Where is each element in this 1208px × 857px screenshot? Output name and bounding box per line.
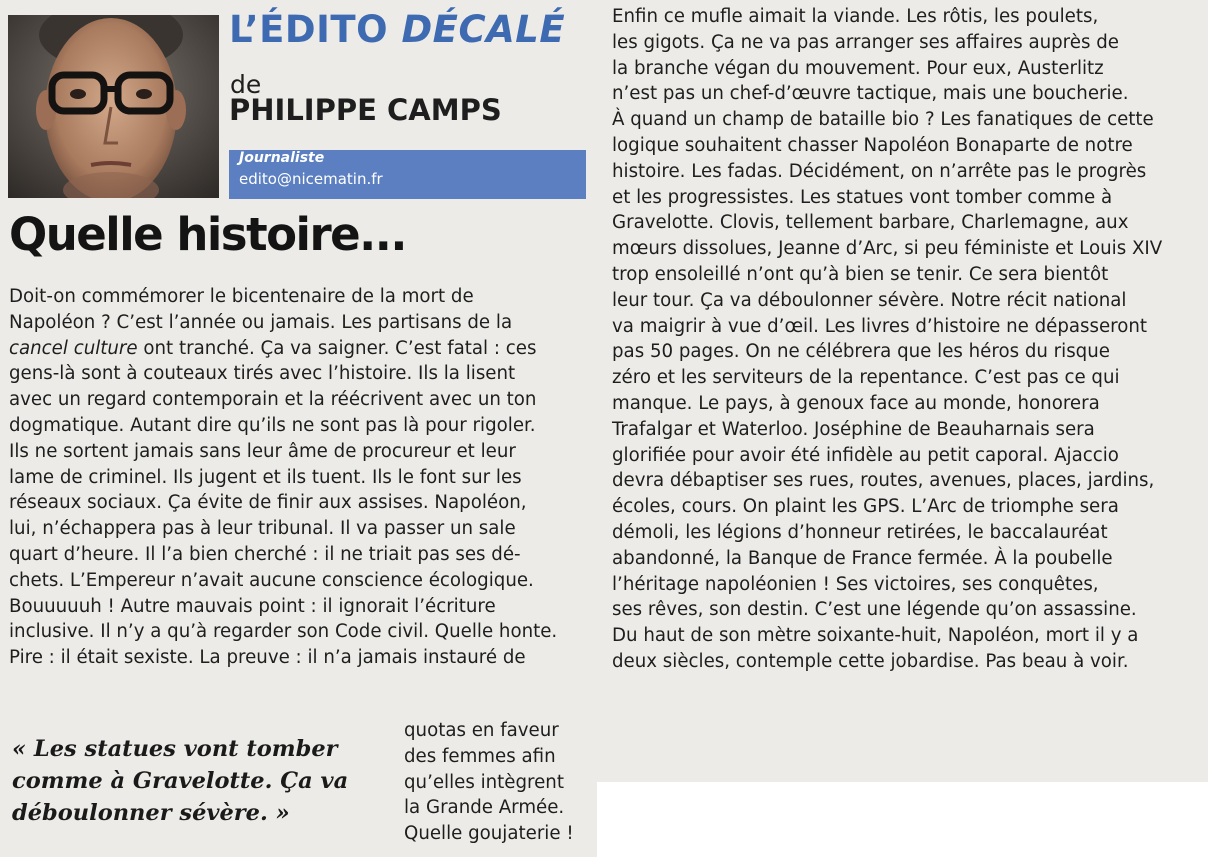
- by-label: de: [230, 70, 262, 99]
- rubric-main: L’ÉDITO: [229, 8, 389, 51]
- text-line: Napoléon ? C’est l’année ou jamais. Les partisans de la: [9, 311, 513, 333]
- quote-line: déboulonner sévère. »: [12, 800, 290, 826]
- quote-line: « Les statues vont tomber: [12, 736, 338, 762]
- text-line: la Grande Armée.: [404, 797, 565, 819]
- text-line: manque. Le pays, à genoux face au monde, honorera: [612, 392, 1100, 414]
- italic-term: cancel culture: [9, 337, 138, 359]
- text-line: qu’elles intègrent: [404, 771, 564, 793]
- text-line: histoire. Les fadas. Décidément, on n’arrête pas le progrès: [612, 160, 1147, 182]
- text-line: démoli, les légions d’honneur retirées, le baccalauréat: [612, 521, 1108, 543]
- text-line: mœurs dissolues, Jeanne d’Arc, si peu féministe et Louis XIV: [612, 238, 1163, 260]
- text-line: dogmatique. Autant dire qu’ils ne sont pas là pour rigoler.: [9, 414, 536, 436]
- article-body-beside-quote: [404, 718, 574, 847]
- text-line-italic-start: [9, 336, 593, 362]
- text-line: Quelle goujaterie !: [404, 823, 574, 845]
- text-line: leur tour. Ça va déboulonner sévère. Notre récit national: [612, 289, 1127, 311]
- text-line: Gravelotte. Clovis, tellement barbare, Charlemagne, aux: [612, 212, 1129, 234]
- text-line: n’est pas un chef-d’œuvre tactique, mais une boucherie.: [612, 83, 1129, 105]
- text-line: Pire : il était sexiste. La preuve : il n’a jamais instauré de: [9, 647, 526, 669]
- text-rest: ont tranché. Ça va saigner. C’est fatal : ces: [137, 337, 537, 359]
- author-email: edito@nicematin.fr: [239, 170, 383, 188]
- text-line: les gigots. Ça ne va pas arranger ses affaires auprès de: [612, 31, 1119, 53]
- text-line: deux siècles, contemple cette jobardise. Pas beau à voir.: [612, 650, 1129, 672]
- text-line: abandonné, la Banque de France fermée. À la poubelle: [612, 547, 1113, 569]
- text-line: Enfin ce mufle aimait la viande. Les rôtis, les poulets,: [612, 6, 1099, 27]
- text-line: et les progressistes. Les statues vont tomber comme à: [612, 186, 1113, 208]
- column-rubric: [229, 8, 565, 51]
- text-line: réseaux sociaux. Ça évite de finir aux assises. Napoléon,: [9, 492, 527, 514]
- text-line: va maigrir à vue d’œil. Les livres d’histoire ne dépasseront: [612, 315, 1148, 337]
- rubric-italic: DÉCALÉ: [401, 8, 566, 51]
- text-line: À quand un champ de bataille bio ? Les fanatiques de cette: [612, 109, 1154, 131]
- text-line: Bouuuuuh ! Autre mauvais point : il ignorait l’écriture: [9, 595, 496, 617]
- author-role: Journaliste: [239, 150, 325, 166]
- author-photo: [8, 15, 219, 198]
- article-body-left: [9, 284, 593, 671]
- author-name: PHILIPPE CAMPS: [229, 93, 502, 127]
- text-line: Trafalgar et Waterloo. Joséphine de Beauharnais sera: [612, 418, 1095, 440]
- text-line: lame de criminel. Ils jugent et ils tuent. Ils le font sur les: [9, 466, 522, 488]
- text-line: l’héritage napoléonien ! Ses victoires, ses conquêtes,: [612, 573, 1099, 595]
- text-line: inclusive. Il n’y a qu’à regarder son Code civil. Quelle honte.: [9, 621, 558, 643]
- text-line: lui, n’échappera pas à leur tribunal. Il va passer un sale: [9, 518, 516, 540]
- text-line: glorifiée pour avoir été infidèle au petit caporal. Ajaccio: [612, 444, 1119, 466]
- text-line: quotas en faveur: [404, 720, 559, 741]
- text-line: chets. L’Empereur n’avait aucune conscience écologique.: [9, 569, 534, 591]
- text-line: devra débaptiser ses rues, routes, avenues, places, jardins,: [612, 470, 1155, 492]
- text-line: Du haut de son mètre soixante-huit, Napoléon, mort il y a: [612, 625, 1139, 647]
- quote-line: comme à Gravelotte. Ça va: [12, 768, 349, 794]
- pull-quote: [12, 733, 392, 829]
- text-line: des femmes afin: [404, 745, 556, 767]
- author-banner: [229, 150, 586, 199]
- text-line: zéro et les serviteurs de la repentance. C’est pas ce qui: [612, 367, 1120, 389]
- headline: Quelle histoire...: [9, 208, 406, 261]
- text-line: Ils ne sortent jamais sans leur âme de procureur et leur: [9, 440, 516, 462]
- text-line: quart d’heure. Il l’a bien cherché : il ne triait pas ses dé-: [9, 543, 521, 565]
- text-line: écoles, cours. On plaint les GPS. L’Arc de triomphe sera: [612, 496, 1119, 518]
- article-body-right: [612, 4, 1206, 675]
- text-line: pas 50 pages. On ne célébrera que les héros du risque: [612, 341, 1110, 363]
- text-line: Doit-on commémorer le bicentenaire de la mort de: [9, 286, 474, 307]
- text-line: la branche végan du mouvement. Pour eux, Austerlitz: [612, 57, 1104, 79]
- text-line: logique souhaitent chasser Napoléon Bonaparte de notre: [612, 134, 1133, 156]
- text-line: gens-là sont à couteaux tirés avec l’histoire. Ils la lisent: [9, 363, 516, 385]
- text-line: avec un regard contemporain et la réécrivent avec un ton: [9, 389, 537, 411]
- text-line: trop ensoleillé n’ont qu’à bien se tenir. Ce sera bientôt: [612, 263, 1109, 285]
- blank-area: [597, 782, 1208, 857]
- text-line: ses rêves, son destin. C’est une légende qu’on assassine.: [612, 599, 1137, 621]
